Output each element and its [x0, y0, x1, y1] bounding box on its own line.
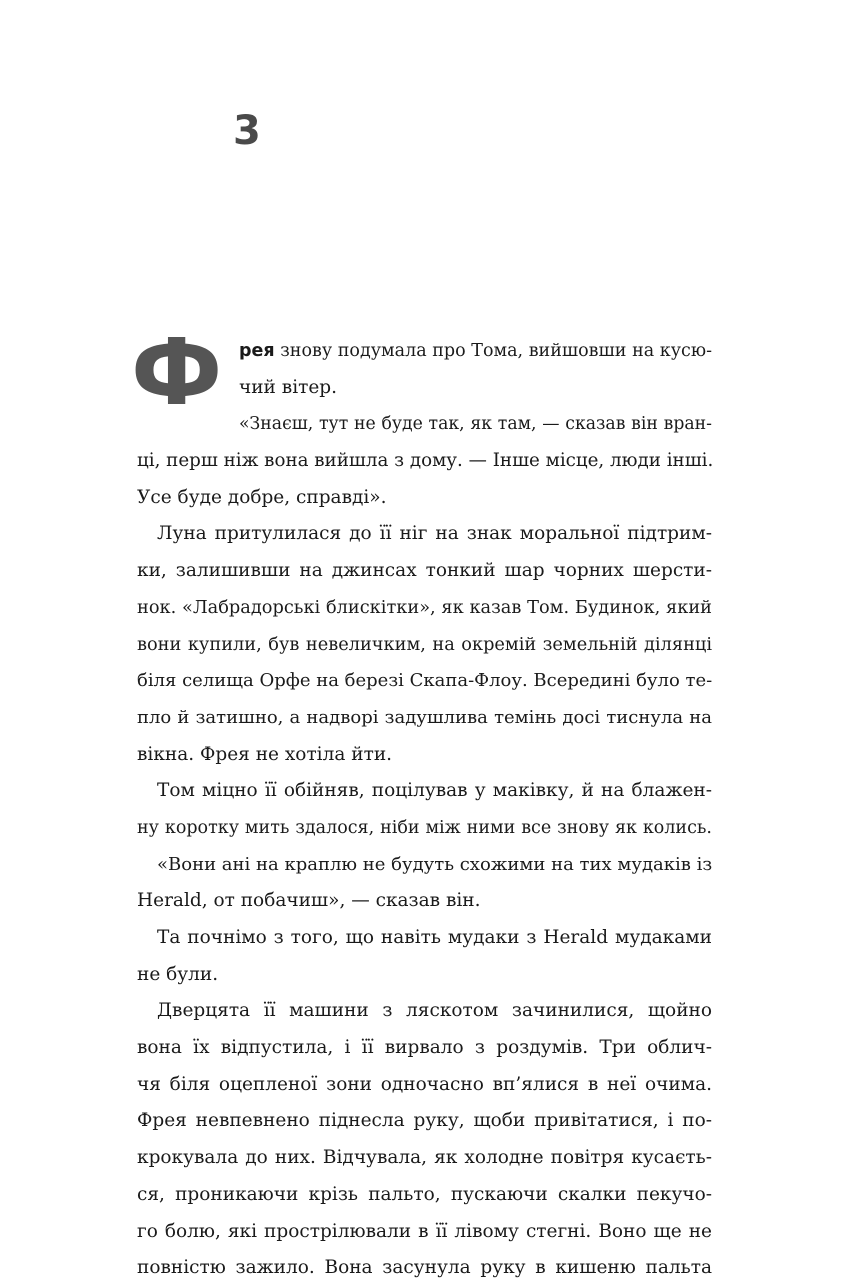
chapter-body-text: [131, 319, 714, 1287]
text-line: вона їх відпустила, і її вирвало з роздумів. Три облич-: [137, 1037, 712, 1059]
text-line: Фрея невпевнено піднесла руку, щоби привітатися, і по-: [137, 1110, 712, 1132]
text-line: крокувала до них. Відчувала, як холодне повітря кусаєть-: [137, 1147, 712, 1169]
text-line: чя біля оцепленої зони одночасно вп’ялися в неї очима.: [137, 1073, 712, 1095]
text-line: рея знову подумала про Тома, вийшовши на кусю-: [239, 341, 712, 361]
text-line: нок. «Лабрадорські блискітки», як казав Том. Будинок, який: [137, 597, 712, 618]
text-line: «Вони ані на краплю не будуть схожими на тих мудаків із: [157, 853, 713, 875]
text-line: «Знаєш, тут не буде так, як там, — сказав він вран-: [239, 414, 712, 435]
text-line: біля селища Орфе на березі Скапа-Флоу. Всередині було те-: [137, 670, 713, 692]
drop-cap-letter: Ф: [131, 319, 223, 426]
text-line: пло й затишно, а надворі задушлива темінь досі тиснула на: [137, 706, 712, 728]
text-line: вікна. Фрея не хотіла йти.: [137, 743, 393, 765]
lead-word: рея: [239, 341, 275, 361]
text-line: повністю зажило. Вона засунула руку в кишеню пальта: [137, 1257, 712, 1279]
text-line: го болю, які прострілювали в її лівому стегні. Воно ще не: [137, 1220, 712, 1242]
text-line: не були.: [137, 963, 219, 985]
text-line: Дверцята її машини з ляскотом зачинилися, щойно: [157, 1000, 712, 1022]
text-line: ці, перш ніж вона вийшла з дому. — Інше місце, люди інші.: [137, 450, 714, 472]
chapter-number: 3: [233, 108, 261, 154]
text-line: Та почнімо з того, що навіть мудаки з Herald мудаками: [157, 927, 712, 948]
text-line: ки, залишивши на джинсах тонкий шар чорних шерсти-: [137, 560, 712, 582]
text-line: Herald, от побачиш», — сказав він.: [137, 890, 481, 912]
text-line: Усе буде добре, справді».: [137, 486, 387, 508]
text-line: Луна притулилася до її ніг на знак моральної підтрим-: [157, 523, 712, 545]
text-line: ся, проникаючи крізь пальто, пускаючи скалки пекучо-: [137, 1183, 712, 1205]
text-line: вони купили, був невеличким, на окремій земельній ділянці: [137, 634, 712, 655]
text-line: ну коротку мить здалося, ніби між ними все знову як колись.: [137, 817, 712, 838]
text-line: чий вітер.: [239, 376, 338, 398]
text-line: Том міцно її обійняв, поцілував у маківку, й на блажен-: [157, 780, 712, 802]
